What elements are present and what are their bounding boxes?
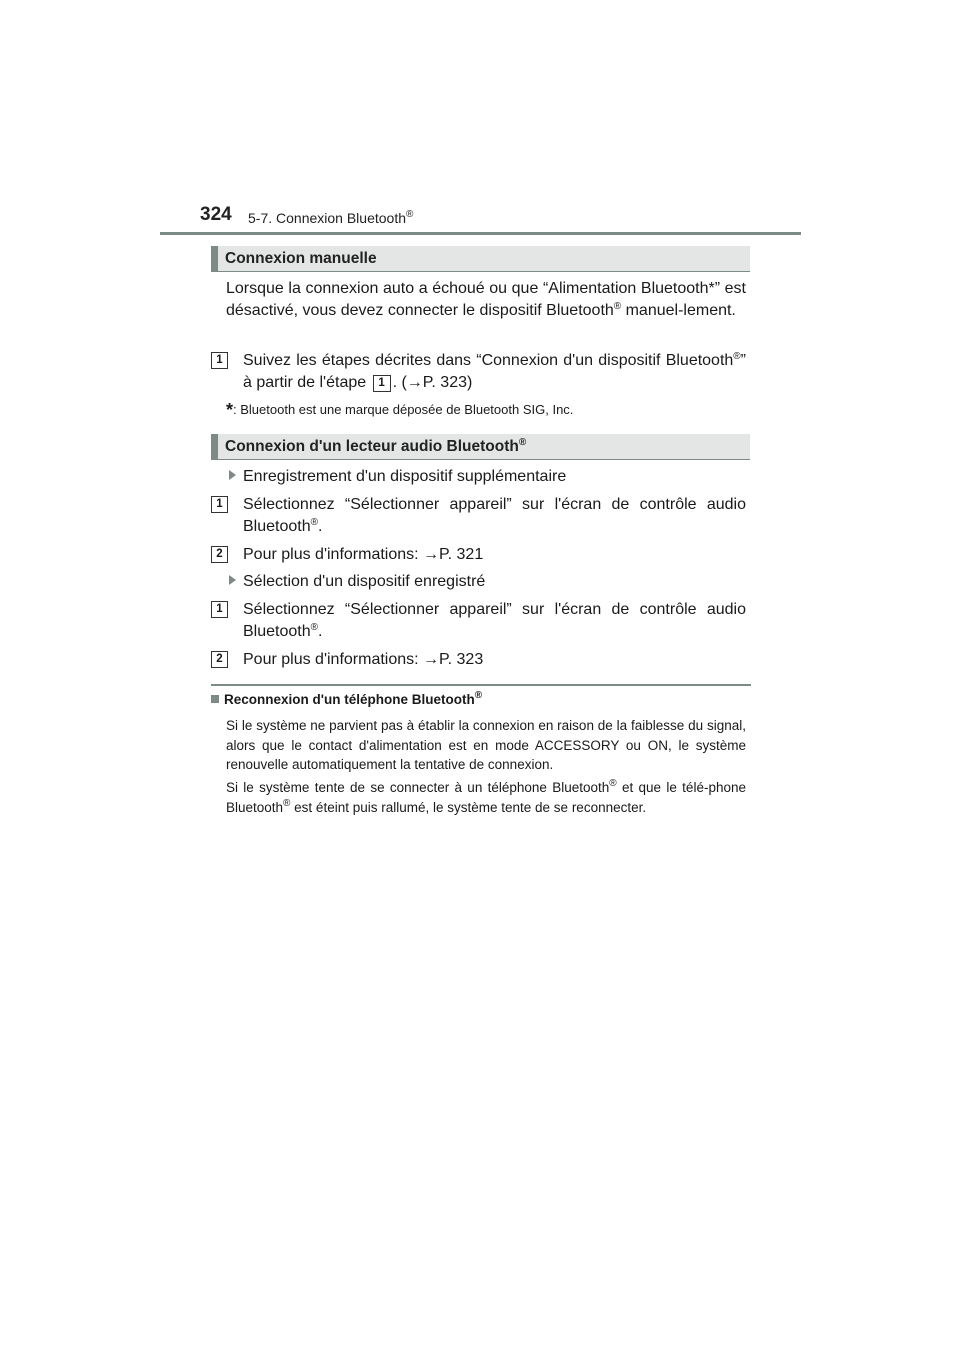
registered-step-2: 2 Pour plus d'informations: →P. 323 xyxy=(211,649,746,671)
bullet-additional-device: Enregistrement d'un dispositif supplémentaire xyxy=(229,466,566,488)
triangle-bullet-icon xyxy=(229,470,236,480)
info-paragraph-1: Si le système ne parvient pas à établir la connexion en raison de la faiblesse du signal, alors que le contact d'alimentation est en mode ACCESSORY ou ON, le système renouvelle automatiquement la tentative de connexion. xyxy=(226,718,746,772)
page-number: 324 xyxy=(200,204,232,225)
step-badge: 1 xyxy=(211,601,228,618)
bullet-registered-device: Sélection d'un dispositif enregistré xyxy=(229,571,485,593)
square-bullet-icon xyxy=(211,695,219,703)
section-title-audio-connection: Connexion d'un lecteur audio Bluetooth® xyxy=(211,434,750,460)
header-rule xyxy=(160,232,801,235)
section-title-manual-connection: Connexion manuelle xyxy=(211,246,750,272)
trademark-note: *: Bluetooth est une marque déposée de Bluetooth SIG, Inc. xyxy=(226,400,574,420)
info-rule xyxy=(211,684,751,686)
chapter-title: 5-7. Connexion Bluetooth® xyxy=(248,209,414,226)
manual-step-1: 1 Suivez les étapes décrites dans “Connexion d'un dispositif Bluetooth®” à partir de l'étape 1 . (→P. 323) xyxy=(211,350,746,394)
info-paragraph-2: Si le système tente de se connecter à un téléphone Bluetooth® et que le télé-phone Bluetooth® est éteint puis rallumé, le système tente de se reconnecter. xyxy=(226,778,746,815)
step-ref-badge: 1 xyxy=(373,375,391,392)
info-title: Reconnexion d'un téléphone Bluetooth® xyxy=(211,692,482,707)
registered-step-1: 1 Sélectionnez “Sélectionner appareil” sur l'écran de contrôle audio Bluetooth®. xyxy=(211,599,746,643)
additional-step-1: 1 Sélectionnez “Sélectionner appareil” sur l'écran de contrôle audio Bluetooth®. xyxy=(211,494,746,538)
step-badge: 1 xyxy=(211,496,228,513)
step-badge: 1 xyxy=(211,352,228,369)
triangle-bullet-icon xyxy=(229,575,236,585)
additional-step-2: 2 Pour plus d'informations: →P. 321 xyxy=(211,544,746,566)
intro-paragraph: Lorsque la connexion auto a échoué ou que “Alimentation Bluetooth*” est désactivé, vous devez connecter le dispositif Bluetooth® manuel-lement. xyxy=(226,280,746,319)
step-badge: 2 xyxy=(211,651,228,668)
step-badge: 2 xyxy=(211,546,228,563)
